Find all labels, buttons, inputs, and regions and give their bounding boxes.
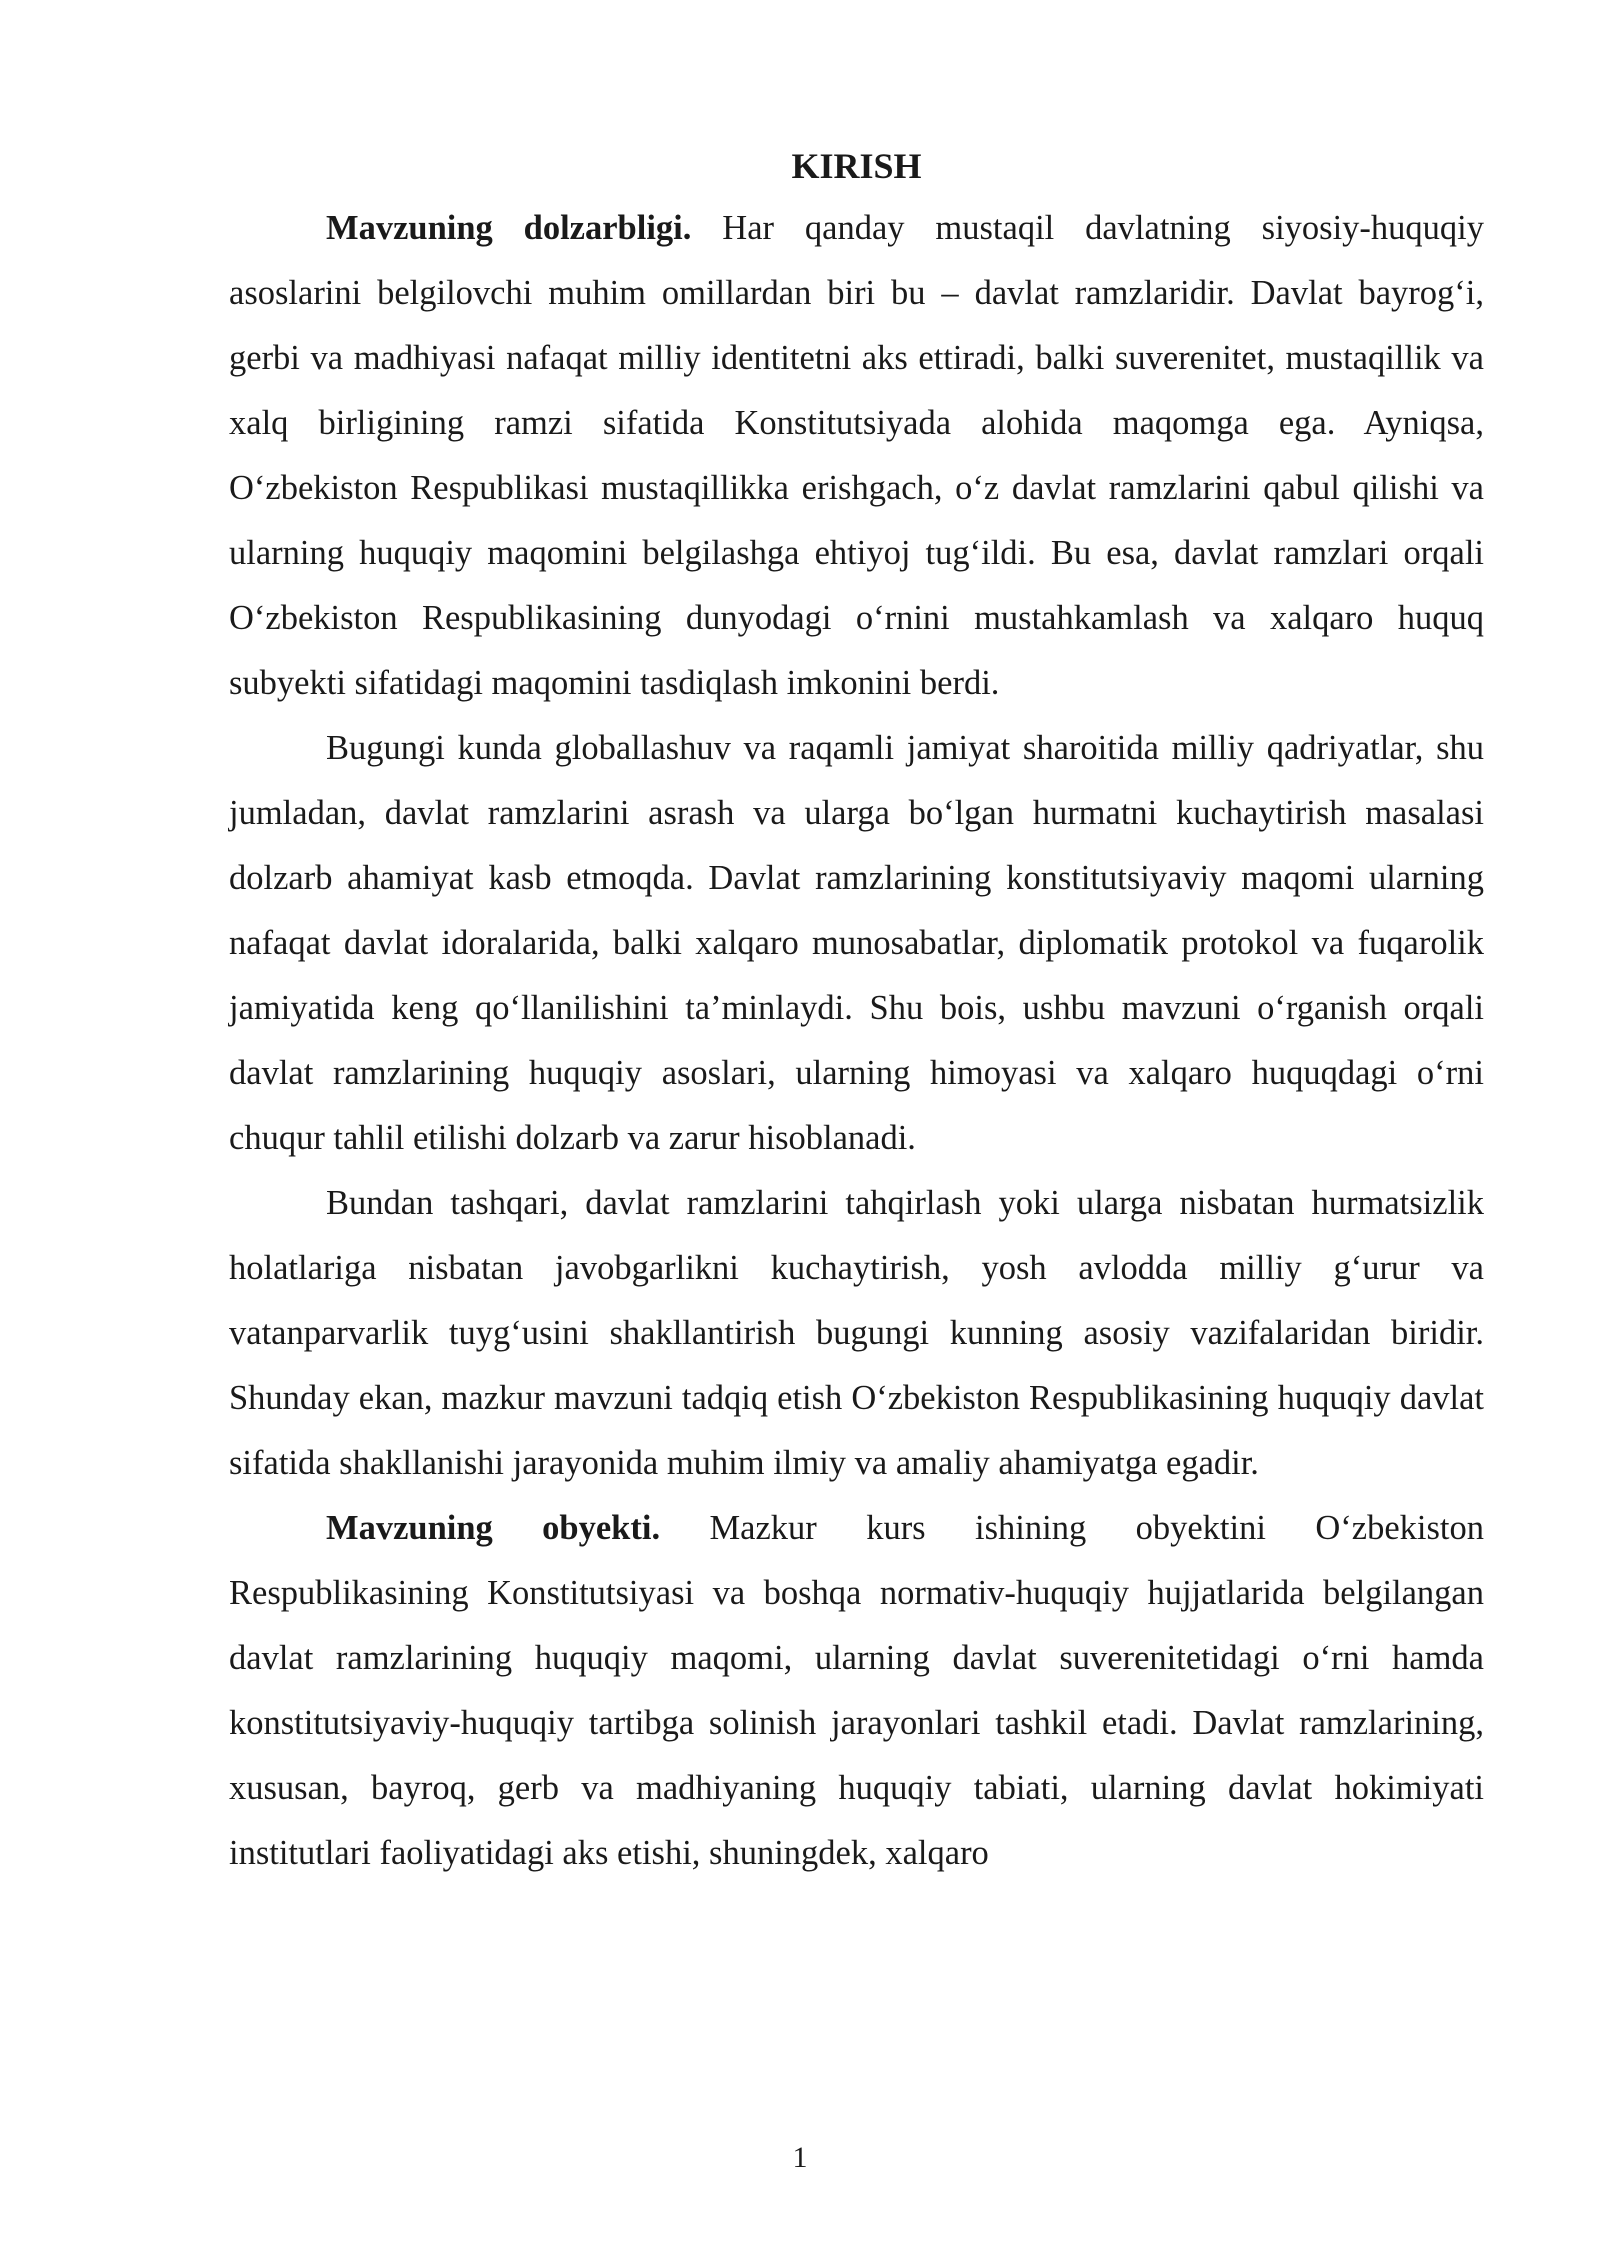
paragraph-relevance (229, 196, 1484, 716)
paragraph-text: Bugungi kunda globallashuv va raqamli jamiyat sharoitida milliy qadriyatlar, shu jumladan, davlat ramzlarini asrash va ularga bo‘lgan hurmatni kuchaytirish masalasi dolzarb ahamiyat kasb etmoqda. Davlat ramzlarining konstitutsiyaviy maqomi ularning nafaqat davlat idoralarida, balki xalqaro munosabatlar, diplomatik protokol va fuqarolik jamiyatida keng qo‘llanilishini ta’minlaydi. Shu bois, ushbu mavzuni o‘rganish orqali davlat ramzlarining huquqiy asoslari, ularning himoyasi va xalqaro huquqdagi o‘rni chuqur tahlil etilishi dolzarb va zarur hisoblanadi. (229, 729, 1484, 1157)
paragraph-lead: Mavzuning obyekti. (326, 1509, 661, 1547)
paragraph-text: Bundan tashqari, davlat ramzlarini tahqirlash yoki ularga nisbatan hurmatsizlik holatlariga nisbatan javobgarlikni kuchaytirish, yosh avlodda milliy g‘urur va vatanparvarlik tuyg‘usini shakllantirish bugungi kunning asosiy vazifalaridan biridir. Shunday ekan, mazkur mavzuni tadqiq etish O‘zbekiston Respublikasining huquqiy davlat sifatida shakllanishi jarayonida muhim ilmiy va amaliy ahamiyatga egadir. (229, 1184, 1484, 1482)
paragraph-text: Har qanday mustaqil davlatning siyosiy-huquqiy asoslarini belgilovchi muhim omillardan biri bu – davlat ramzlaridir. Davlat bayrog‘i, gerbi va madhiyasi nafaqat milliy identitetni aks ettiradi, balki suverenitet, mustaqillik va xalq birligining ramzi sifatida Konstitutsiyada alohida maqomga ega. Ayniqsa, O‘zbekiston Respublikasi mustaqillikka erishgach, o‘z davlat ramzlarini qabul qilishi va ularning huquqiy maqomini belgilashga ehtiyoj tug‘ildi. Bu esa, davlat ramzlari orqali O‘zbekiston Respublikasining dunyodagi o‘rnini mustahkamlash va xalqaro huquq subyekti sifatidagi maqomini tasdiqlash imkonini berdi. (229, 209, 1484, 702)
paragraph-lead: Mavzuning dolzarbligi. (326, 209, 692, 247)
page-title: KIRISH (791, 146, 922, 186)
paragraph-responsibility (229, 1171, 1484, 1496)
page-content (229, 140, 1484, 1886)
paragraph-text: Mazkur kurs ishining obyektini O‘zbekiston Respublikasining Konstitutsiyasi va boshqa normativ-huquqiy hujjatlarida belgilangan davlat ramzlarining huquqiy maqomi, ularning davlat suverenitetidagi o‘rni hamda konstitutsiyaviy-huquqiy tartibga solinish jarayonlari tashkil etadi. Davlat ramzlarining, xususan, bayroq, gerb va madhiyaning huquqiy tabiati, ularning davlat hokimiyati institutlari faoliyatidagi aks etishi, shuningdek, xalqaro (229, 1509, 1484, 1872)
paragraph-globalization (229, 716, 1484, 1171)
paragraph-object (229, 1496, 1484, 1886)
page-number: 1 (792, 2141, 808, 2174)
